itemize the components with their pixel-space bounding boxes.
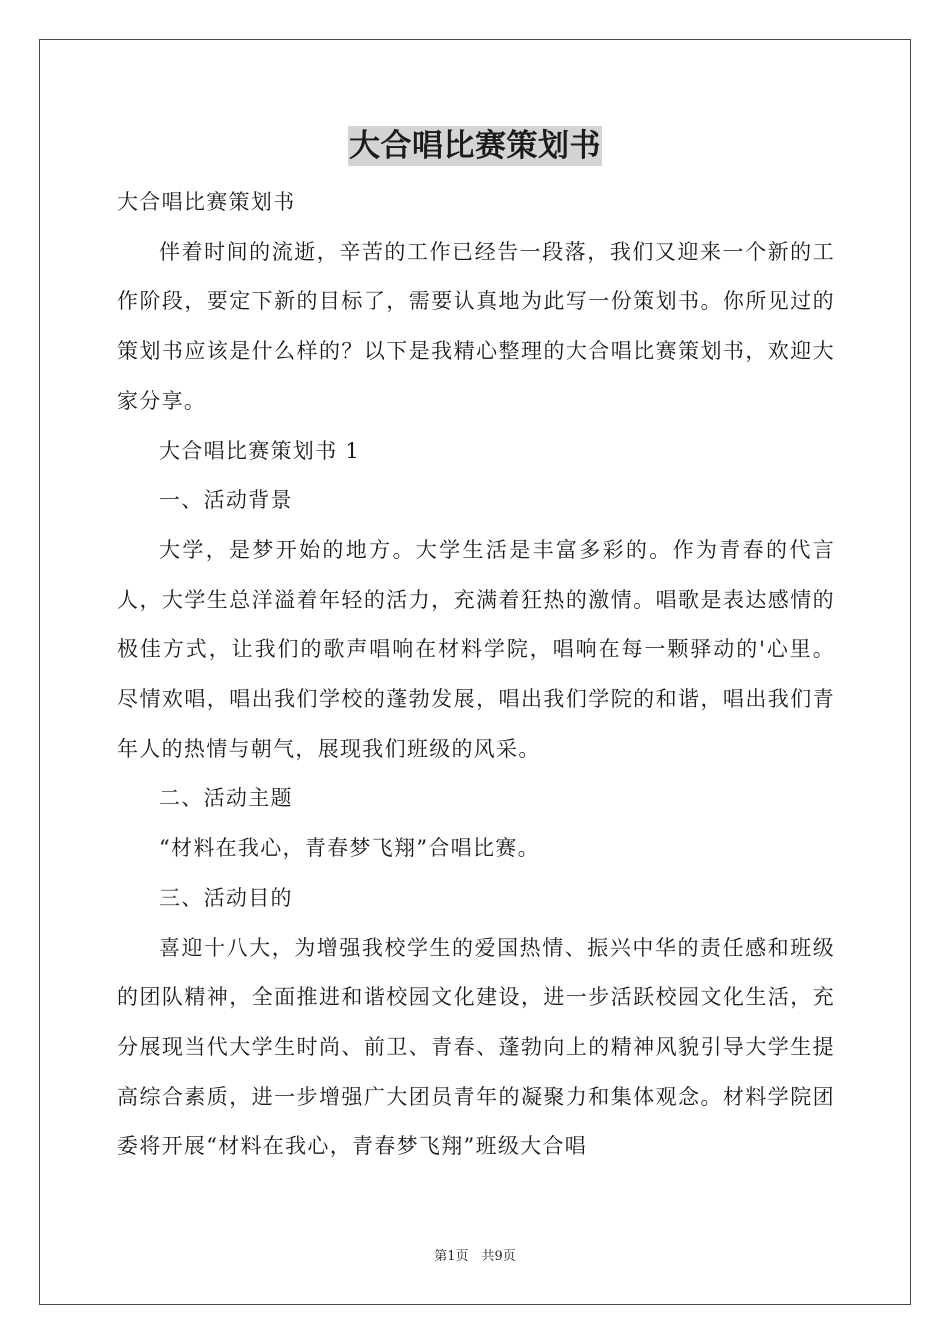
paragraph: 大合唱比赛策划书 [117,190,296,214]
paragraph: 一、活动背景 [159,488,293,513]
paragraph: 大学，是梦开始的地方。大学生活是丰富多彩的。作为青春的代言人，大学生总洋溢着年轻的活力，充满着狂热的激情。唱歌是表达感情的极佳方式，让我们的歌声唱响在材料学院，唱响在每一颗驿动的'心里。尽情欢唱，唱出我们学校的蓬勃发展，唱出我们学院的和谐，唱出我们青年人的热情与朝气，展现我们班级的风采。 [117,537,835,761]
document-body [117,178,835,1172]
paragraph: 喜迎十八大，为增强我校学生的爱国热情、振兴中华的责任感和班级的团队精神，全面推进和谐校园文化建设，进一步活跃校园文化生活，充分展现当代大学生时尚、前卫、青春、蓬勃向上的精神风貌引导大学生提高综合素质，进一步增强广大团员青年的凝聚力和集体观念。材料学院团委将开展“材料在我心，青春梦飞翔”班级大合唱 [117,935,835,1159]
paragraph: “材料在我心，青春梦飞翔”合唱比赛。 [159,836,540,861]
paragraph: 大合唱比赛策划书 1 [159,438,361,463]
paragraph: 三、活动目的 [159,885,293,910]
paragraph: 伴着时间的流逝，辛苦的工作已经告一段落，我们又迎来一个新的工作阶段，要定下新的目标了，需要认真地为此写一份策划书。你所见过的策划书应该是什么样的？以下是我精心整理的大合唱比赛策划书，欢迎大家分享。 [117,239,835,413]
title-container [0,126,950,166]
paragraph: 二、活动主题 [159,786,293,811]
document-title: 大合唱比赛策划书 [349,128,601,164]
page-footer: 第1页 共9页 [434,1249,516,1264]
